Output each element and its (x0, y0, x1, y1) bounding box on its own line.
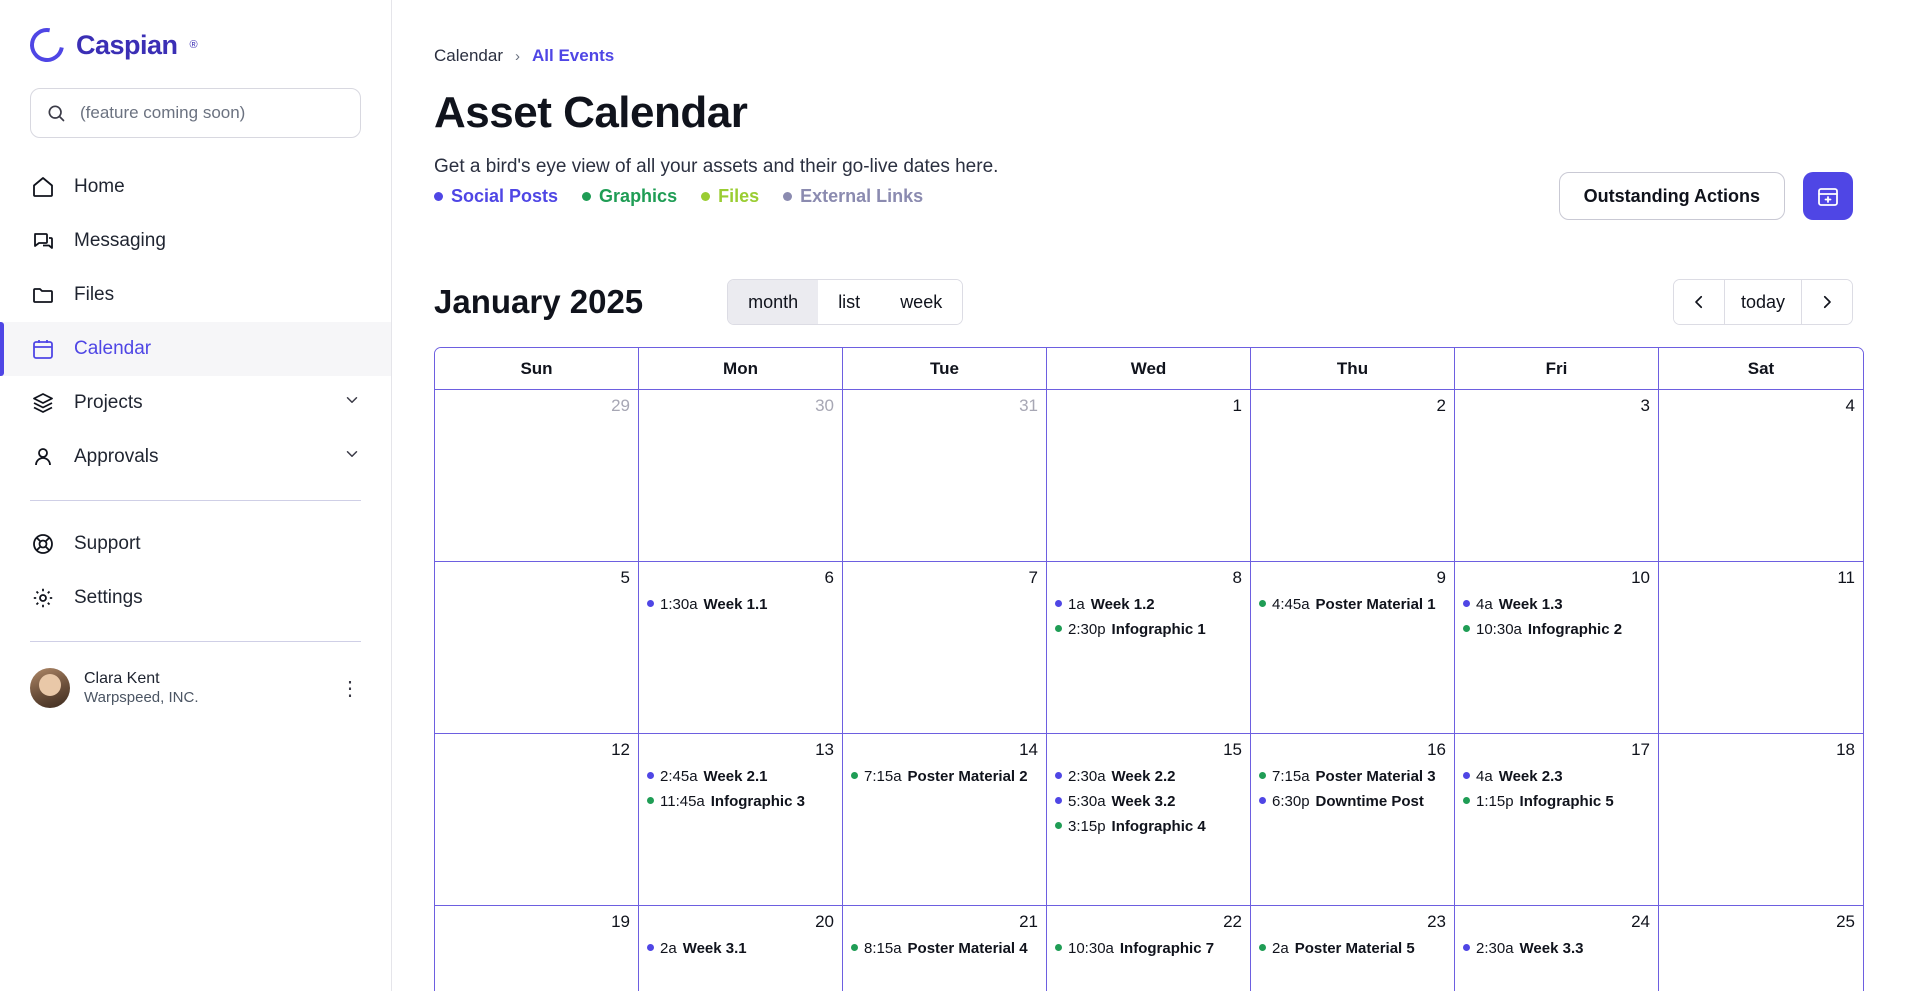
sidebar-item-approvals[interactable] (0, 430, 391, 484)
calendar-day-cell[interactable] (435, 562, 639, 734)
message-icon (30, 228, 56, 254)
brand[interactable] (0, 0, 391, 82)
event-title: Poster Material 4 (907, 940, 1028, 957)
event-title: Poster Material 1 (1315, 596, 1436, 613)
calendar-day-headers (435, 348, 1863, 390)
calendar-day-cell[interactable] (1455, 734, 1659, 906)
calendar-event[interactable] (851, 768, 1038, 786)
event-time: 4:45a (1272, 596, 1310, 613)
breadcrumb (434, 46, 1853, 66)
calendar-day-cell[interactable] (1047, 734, 1251, 906)
page-subtitle: Get a bird's eye view of all your assets and their go-live dates here. (434, 156, 999, 177)
calendar-day-number: 19 (611, 912, 630, 931)
calendar-day-number: 30 (815, 396, 834, 415)
calendar-week-row (435, 906, 1863, 991)
calendar-event[interactable] (1463, 621, 1650, 639)
day-header-thu: Thu (1251, 348, 1455, 390)
sidebar-item-projects[interactable] (0, 376, 391, 430)
event-color-dot (1463, 600, 1470, 607)
calendar-day-cell[interactable] (1047, 390, 1251, 562)
calendar-day-cell[interactable] (1251, 906, 1455, 991)
calendar-event[interactable] (647, 793, 834, 811)
add-event-button[interactable] (1803, 172, 1853, 220)
gear-icon (30, 585, 56, 611)
calendar-day-number: 16 (1427, 740, 1446, 759)
view-button-list[interactable]: list (818, 280, 880, 324)
event-title: Week 1.1 (703, 596, 768, 613)
calendar-day-number: 7 (1028, 568, 1038, 587)
calendar-day-cell[interactable] (435, 734, 639, 906)
calendar-day-number: 2 (1436, 396, 1446, 415)
calendar-event[interactable] (1055, 793, 1242, 811)
event-title: Infographic 3 (710, 793, 805, 810)
calendar-day-events (1463, 768, 1650, 811)
calendar-day-number: 29 (611, 396, 630, 415)
event-title: Infographic 4 (1111, 818, 1206, 835)
calendar-event[interactable] (1055, 818, 1242, 836)
sidebar-item-label: Home (74, 176, 125, 197)
event-time: 2:30p (1068, 621, 1106, 638)
brand-name: Caspian (76, 29, 178, 60)
legend-dot (783, 192, 792, 201)
view-button-month[interactable]: month (728, 280, 818, 324)
sidebar-divider-bottom (30, 641, 361, 642)
calendar-day-number: 4 (1845, 396, 1855, 415)
calendar-day-number: 18 (1836, 740, 1855, 759)
sidebar-item-messaging[interactable] (0, 214, 391, 268)
calendar-day-cell[interactable] (1659, 906, 1863, 991)
event-color-dot (1055, 822, 1062, 829)
search-icon (45, 100, 68, 126)
event-title: Week 2.1 (703, 768, 768, 785)
day-header-sat: Sat (1659, 348, 1863, 390)
event-title: Week 3.3 (1519, 940, 1584, 957)
event-color-dot (1055, 772, 1062, 779)
event-time: 11:45a (660, 793, 705, 810)
event-color-dot (1259, 944, 1266, 951)
event-time: 2a (660, 940, 677, 957)
calendar-day-number: 22 (1223, 912, 1242, 931)
event-time: 2a (1272, 940, 1289, 957)
sidebar-bottom-pad (0, 734, 391, 744)
sidebar-item-home[interactable] (0, 160, 391, 214)
calendar-day-cell[interactable] (843, 734, 1047, 906)
calendar-day-number: 20 (815, 912, 834, 931)
calendar-day-cell[interactable] (1251, 390, 1455, 562)
day-header-wed: Wed (1047, 348, 1251, 390)
legend-dot (701, 192, 710, 201)
event-title: Week 2.3 (1498, 768, 1563, 785)
calendar-event[interactable] (1463, 768, 1650, 786)
avatar (30, 668, 70, 708)
calendar-event[interactable] (1055, 596, 1242, 614)
chevron-down-icon[interactable] (343, 391, 361, 415)
day-header-sun: Sun (435, 348, 639, 390)
event-time: 2:45a (660, 768, 698, 785)
legend-item-social-posts[interactable] (434, 186, 558, 207)
calendar-event[interactable] (1055, 621, 1242, 639)
calendar-day-events (1055, 768, 1242, 836)
calendar-day-cell[interactable] (1659, 562, 1863, 734)
event-time: 1:15p (1476, 793, 1514, 810)
profile-text (84, 669, 199, 708)
calendar-week-row (435, 562, 1863, 734)
calendar-grid (434, 347, 1864, 991)
secondary-nav (0, 517, 391, 625)
event-title: Infographic 2 (1527, 621, 1623, 638)
calendar-day-number: 3 (1640, 396, 1650, 415)
legend-label: External Links (800, 186, 924, 206)
event-color-dot (1055, 944, 1062, 951)
calendar-day-events (851, 768, 1038, 786)
event-time: 7:15a (864, 768, 902, 785)
profile-org: Warpspeed, INC. (84, 688, 199, 706)
day-header-mon: Mon (639, 348, 843, 390)
sidebar-item-label: Projects (74, 392, 143, 413)
calendar-day-number: 23 (1427, 912, 1446, 931)
event-title: Infographic 7 (1119, 940, 1215, 957)
day-header-tue: Tue (843, 348, 1047, 390)
calendar-toolbar (434, 279, 1853, 325)
calendar-day-events (647, 768, 834, 811)
lifebuoy-icon (30, 531, 56, 557)
event-time: 10:30a (1476, 621, 1522, 638)
event-color-dot (647, 797, 654, 804)
calendar-day-cell[interactable] (843, 562, 1047, 734)
event-color-dot (1259, 797, 1266, 804)
calendar-day-number: 11 (1837, 568, 1855, 587)
calendar-event[interactable] (1463, 793, 1650, 811)
calendar-event[interactable] (647, 596, 834, 614)
event-color-dot (851, 944, 858, 951)
calendar-event[interactable] (647, 940, 834, 958)
calendar-day-number: 1 (1232, 396, 1242, 415)
legend-label: Graphics (599, 186, 678, 206)
event-title: Week 1.2 (1090, 596, 1155, 613)
sidebar-divider-top (30, 500, 361, 501)
event-time: 1:30a (660, 596, 698, 613)
calendar-day-cell[interactable] (843, 906, 1047, 991)
header-actions (1559, 172, 1853, 220)
event-color-dot (1259, 772, 1266, 779)
sidebar-item-files[interactable] (0, 268, 391, 322)
event-time: 10:30a (1068, 940, 1114, 957)
event-title: Week 3.2 (1111, 793, 1176, 810)
calendar-day-number: 14 (1019, 740, 1038, 759)
calendar-day-cell[interactable] (1455, 390, 1659, 562)
calendar-week-row (435, 734, 1863, 906)
view-button-week[interactable]: week (880, 280, 962, 324)
calendar-event[interactable] (1259, 596, 1446, 614)
sidebar-item-label: Support (74, 533, 141, 554)
calendar-day-number: 6 (824, 568, 834, 587)
calendar-event[interactable] (851, 940, 1038, 958)
calendar-day-cell[interactable] (843, 390, 1047, 562)
approvals-icon (30, 444, 56, 470)
calendar-day-number: 13 (815, 740, 834, 759)
calendar-day-cell[interactable] (435, 390, 639, 562)
event-color-dot (647, 600, 654, 607)
calendar-day-number: 17 (1631, 740, 1650, 759)
event-time: 2:30a (1476, 940, 1514, 957)
calendar-day-events (1259, 596, 1446, 614)
event-color-dot (647, 944, 654, 951)
calendar-event[interactable] (1463, 940, 1650, 958)
calendar-day-number: 31 (1019, 396, 1038, 415)
outstanding-actions-button[interactable]: Outstanding Actions (1559, 172, 1785, 220)
sidebar-item-support[interactable] (0, 517, 391, 571)
calendar-body (435, 390, 1863, 991)
calendar-event[interactable] (647, 768, 834, 786)
sidebar-item-calendar[interactable] (0, 322, 391, 376)
calendar-day-cell[interactable] (1659, 390, 1863, 562)
event-title: Infographic 5 (1519, 793, 1614, 810)
calendar-day-cell[interactable] (639, 390, 843, 562)
home-icon (30, 174, 56, 200)
profile[interactable] (0, 658, 391, 734)
breadcrumb-separator-icon: › (515, 47, 520, 65)
legend-dot (434, 192, 443, 201)
calendar-day-events (647, 940, 834, 958)
event-time: 1a (1068, 596, 1085, 613)
calendar-event[interactable] (1055, 768, 1242, 786)
prev-month-button[interactable] (1674, 280, 1724, 324)
calendar-day-events (1463, 940, 1650, 958)
calendar-event[interactable] (1055, 940, 1242, 958)
day-header-fri: Fri (1455, 348, 1659, 390)
calendar-day-number: 8 (1232, 568, 1242, 587)
calendar-event[interactable] (1259, 940, 1446, 958)
calendar-nav-buttons (1673, 279, 1853, 325)
event-title: Week 1.3 (1498, 596, 1563, 613)
calendar-day-cell[interactable] (1047, 906, 1251, 991)
calendar-day-number: 5 (620, 568, 630, 587)
brand-trademark: ® (189, 39, 198, 51)
event-color-dot (1055, 625, 1062, 632)
calendar-day-number: 9 (1436, 568, 1446, 587)
calendar-day-events (1259, 768, 1446, 811)
calendar-plus-icon (1815, 183, 1841, 209)
event-title: Infographic 1 (1111, 621, 1206, 638)
calendar-day-number: 24 (1631, 912, 1650, 931)
calendar-day-number: 12 (611, 740, 630, 759)
event-title: Poster Material 3 (1315, 768, 1436, 785)
legend-label: Files (718, 186, 760, 206)
sidebar-item-label: Calendar (74, 338, 152, 359)
sidebar (0, 0, 392, 991)
event-color-dot (1463, 944, 1470, 951)
event-time: 7:15a (1272, 768, 1310, 785)
sidebar-item-label: Files (74, 284, 115, 305)
event-title: Downtime Post (1315, 793, 1424, 810)
event-time: 4a (1476, 596, 1493, 613)
search-box[interactable] (30, 88, 361, 138)
calendar-day-events (647, 596, 834, 614)
chevron-down-icon[interactable] (343, 445, 361, 469)
legend-item-graphics[interactable] (582, 186, 677, 207)
event-color-dot (1463, 772, 1470, 779)
page-title: Asset Calendar (434, 88, 748, 137)
event-time: 8:15a (864, 940, 902, 957)
profile-menu-icon[interactable]: ⋮ (340, 677, 361, 700)
calendar-day-cell[interactable] (639, 734, 843, 906)
layers-icon (30, 390, 56, 416)
event-title: Week 3.1 (682, 940, 747, 957)
calendar-day-cell[interactable] (435, 906, 639, 991)
event-time: 3:15p (1068, 818, 1106, 835)
calendar-day-cell[interactable] (1251, 734, 1455, 906)
calendar-day-events (851, 940, 1038, 958)
main-content (392, 0, 1905, 991)
sidebar-item-settings[interactable] (0, 571, 391, 625)
calendar-view-toggle (727, 279, 963, 325)
calendar-event[interactable] (1463, 596, 1650, 614)
calendar-day-events (1463, 596, 1650, 639)
calendar-day-events (1055, 596, 1242, 639)
event-time: 6:30p (1272, 793, 1310, 810)
calendar-day-cell[interactable] (1659, 734, 1863, 906)
event-color-dot (1055, 600, 1062, 607)
calendar-event[interactable] (1259, 793, 1446, 811)
calendar-day-number: 21 (1019, 912, 1038, 931)
search-input[interactable] (80, 103, 346, 123)
event-color-dot (647, 772, 654, 779)
today-button[interactable]: today (1724, 280, 1801, 324)
legend-item-external-links[interactable] (783, 186, 923, 207)
calendar-day-number: 15 (1223, 740, 1242, 759)
primary-nav (0, 160, 391, 484)
caspian-logo-icon (30, 28, 64, 62)
calendar-day-cell[interactable] (1251, 562, 1455, 734)
breadcrumb-parent[interactable]: Calendar (434, 46, 503, 65)
calendar-day-cell[interactable] (639, 906, 843, 991)
calendar-day-number: 10 (1631, 568, 1650, 587)
legend-dot (582, 192, 591, 201)
calendar-day-number: 25 (1836, 912, 1855, 931)
event-color-dot (851, 772, 858, 779)
calendar-day-cell[interactable] (1047, 562, 1251, 734)
event-title: Week 2.2 (1111, 768, 1176, 785)
event-color-dot (1463, 625, 1470, 632)
folder-icon (30, 282, 56, 308)
breadcrumb-current[interactable]: All Events (532, 46, 615, 65)
calendar-day-cell[interactable] (639, 562, 843, 734)
calendar-day-events (1055, 940, 1242, 958)
calendar-day-events (1259, 940, 1446, 958)
event-time: 5:30a (1068, 793, 1106, 810)
event-color-dot (1055, 797, 1062, 804)
next-month-button[interactable] (1801, 280, 1852, 324)
event-color-dot (1463, 797, 1470, 804)
sidebar-item-label: Settings (74, 587, 143, 608)
event-title: Poster Material 2 (907, 768, 1028, 785)
calendar-month-label: January 2025 (434, 283, 644, 320)
calendar-icon (30, 336, 56, 362)
calendar-week-row (435, 390, 1863, 562)
calendar-event[interactable] (1259, 768, 1446, 786)
calendar-day-cell[interactable] (1455, 562, 1659, 734)
legend-item-files[interactable] (701, 186, 759, 207)
event-title: Poster Material 5 (1294, 940, 1415, 957)
sidebar-item-label: Approvals (74, 446, 159, 467)
legend-label: Social Posts (451, 186, 559, 206)
sidebar-item-label: Messaging (74, 230, 166, 251)
profile-name: Clara Kent (84, 669, 160, 687)
event-time: 4a (1476, 768, 1493, 785)
event-time: 2:30a (1068, 768, 1106, 785)
event-color-dot (1259, 600, 1266, 607)
calendar-day-cell[interactable] (1455, 906, 1659, 991)
